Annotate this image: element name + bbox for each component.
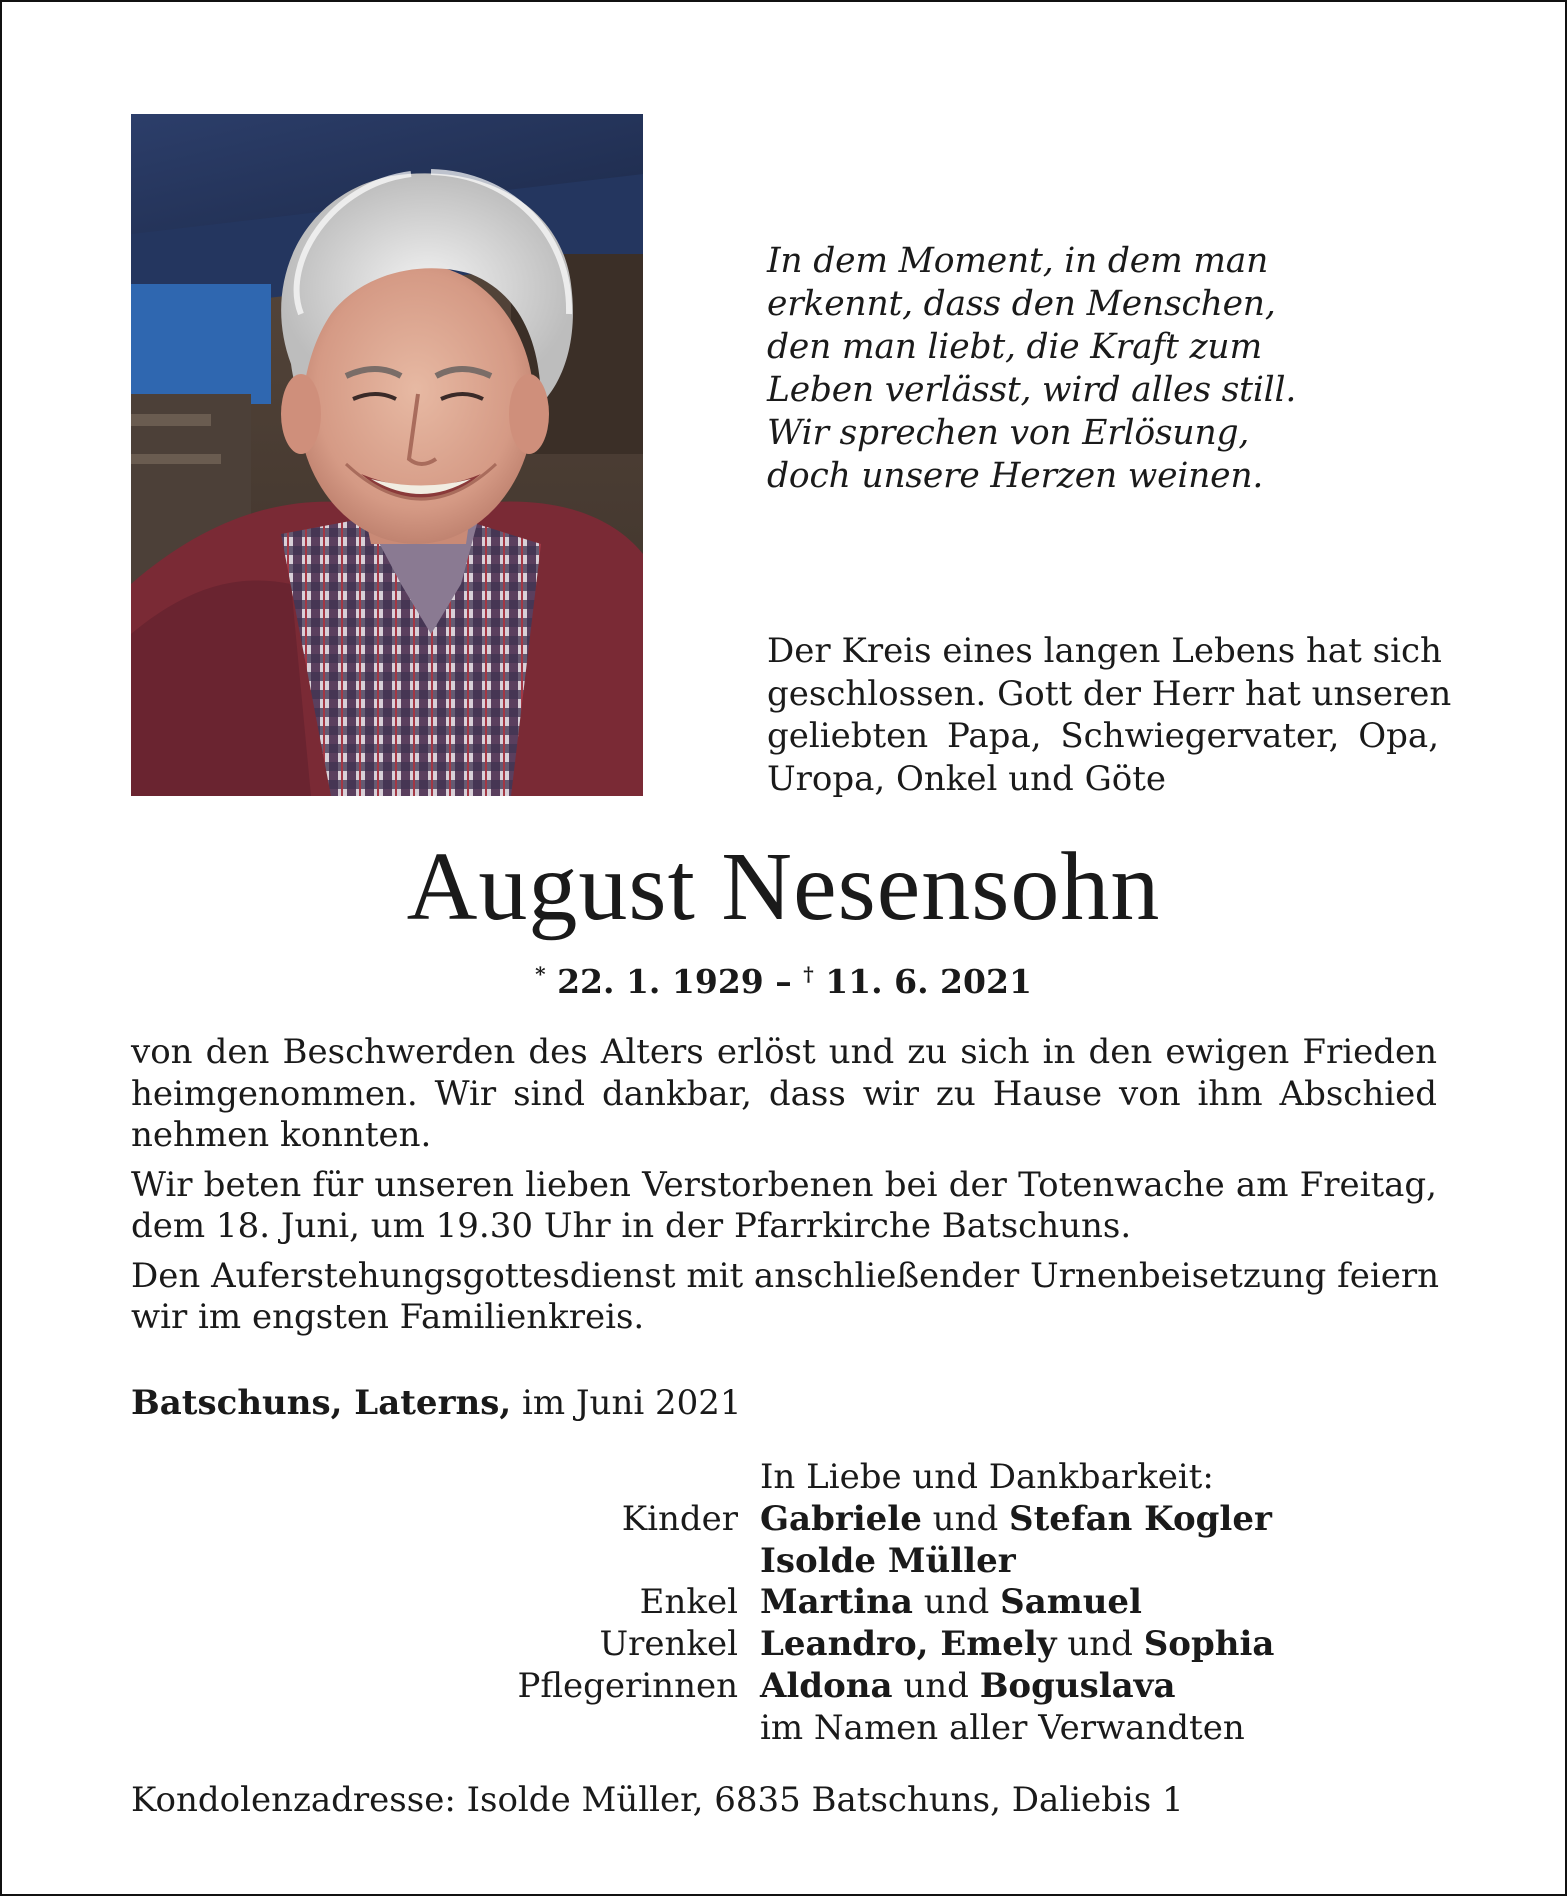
deceased-name: August Nesensohn bbox=[406, 833, 1161, 941]
body-line: dem 18. Juni, um 19.30 Uhr in der Pfarrkirche Batschuns. bbox=[131, 1206, 1132, 1246]
body-line: Den Auferstehungsgottesdienst mit anschließender Urnenbeisetzung feiern bbox=[131, 1255, 1439, 1296]
conjunction: und bbox=[923, 1582, 990, 1623]
poem-line: Wir sprechen von Erlösung, bbox=[767, 413, 1250, 453]
death-symbol: † bbox=[803, 962, 814, 986]
role-label: Enkel bbox=[639, 1582, 738, 1623]
poem-line: doch unsere Herzen weinen. bbox=[767, 456, 1264, 496]
family-row-enkel bbox=[2, 1582, 1565, 1624]
family-names bbox=[760, 1624, 1274, 1666]
role-label: Urenkel bbox=[599, 1624, 738, 1665]
portrait-photo bbox=[131, 114, 643, 796]
family-name: Gabriele bbox=[760, 1498, 922, 1539]
family-list bbox=[2, 1457, 1565, 1750]
body-line: nehmen konnten. bbox=[131, 1115, 432, 1155]
place-date bbox=[131, 1382, 742, 1424]
birth-date: 22. 1. 1929 bbox=[557, 962, 764, 1001]
condolence-address: Kondolenzadresse: Isolde Müller, 6835 Batschuns, Daliebis 1 bbox=[131, 1780, 1184, 1820]
body-line: von den Beschwerden des Alters erlöst und zu sich in den ewigen Frieden bbox=[131, 1032, 1437, 1072]
role-label: Pflegerinnen bbox=[517, 1665, 738, 1706]
family-row-pflegerinnen bbox=[2, 1666, 1565, 1708]
family-closing-row bbox=[2, 1708, 1565, 1750]
family-closing: im Namen aller Verwandten bbox=[760, 1707, 1245, 1748]
family-row-urenkel bbox=[2, 1624, 1565, 1666]
poem-line: Leben verlässt, wird alles still. bbox=[767, 370, 1297, 410]
body-line: heimgenommen. Wir sind dankbar, dass wir zu Hause von ihm Abschied bbox=[131, 1073, 1437, 1114]
poem-line: den man liebt, die Kraft zum bbox=[767, 327, 1262, 367]
intro-line: Der Kreis eines langen Lebens hat sich bbox=[767, 631, 1442, 671]
family-name: Stefan Kogler bbox=[1009, 1498, 1272, 1539]
family-name: Sophia bbox=[1143, 1624, 1275, 1665]
family-row-kinder-2 bbox=[2, 1541, 1565, 1583]
announcement-body bbox=[131, 1032, 1437, 1347]
place-location: Batschuns, Laterns, bbox=[131, 1383, 512, 1423]
family-names bbox=[760, 1666, 1175, 1708]
poem-quote bbox=[767, 240, 1296, 498]
family-name: Martina bbox=[760, 1582, 913, 1623]
family-names bbox=[760, 1499, 1272, 1541]
family-row-kinder bbox=[2, 1499, 1565, 1541]
family-name: Aldona bbox=[760, 1665, 893, 1706]
family-name: Isolde Müller bbox=[760, 1540, 1016, 1581]
family-name: Leandro, Emely bbox=[760, 1624, 1057, 1665]
family-heading-row bbox=[2, 1457, 1565, 1499]
intro-line: Uropa, Onkel und Göte bbox=[767, 758, 1166, 799]
paragraph-service bbox=[131, 1256, 1437, 1339]
role-label: Kinder bbox=[621, 1498, 738, 1539]
intro-line: geschlossen. Gott der Herr hat unseren bbox=[767, 673, 1452, 714]
family-names bbox=[760, 1582, 1142, 1624]
birth-symbol: * bbox=[535, 962, 546, 986]
conjunction: und bbox=[932, 1498, 999, 1539]
death-date: 11. 6. 2021 bbox=[825, 962, 1032, 1001]
paragraph-release bbox=[131, 1032, 1437, 1157]
poem-line: In dem Moment, in dem man bbox=[767, 241, 1269, 281]
family-heading: In Liebe und Dankbarkeit: bbox=[760, 1457, 1214, 1497]
intro-line: geliebten Papa, Schwiegervater, Opa, bbox=[767, 716, 1439, 756]
paragraph-vigil bbox=[131, 1165, 1437, 1248]
intro-text bbox=[767, 630, 1452, 800]
conjunction: und bbox=[1067, 1624, 1133, 1665]
family-names bbox=[760, 1541, 1016, 1583]
family-name: Boguslava bbox=[979, 1665, 1176, 1706]
place-month: im Juni 2021 bbox=[522, 1383, 742, 1423]
date-separator: – bbox=[775, 962, 792, 1001]
conjunction: und bbox=[903, 1665, 969, 1706]
body-line: wir im engsten Familienkreis. bbox=[131, 1297, 645, 1337]
life-dates bbox=[2, 954, 1565, 1002]
body-line: Wir beten für unseren lieben Verstorbenen bei der Totenwache am Freitag, bbox=[131, 1164, 1437, 1205]
family-name: Samuel bbox=[1000, 1582, 1142, 1623]
poem-line: erkennt, dass den Menschen, bbox=[767, 284, 1276, 324]
